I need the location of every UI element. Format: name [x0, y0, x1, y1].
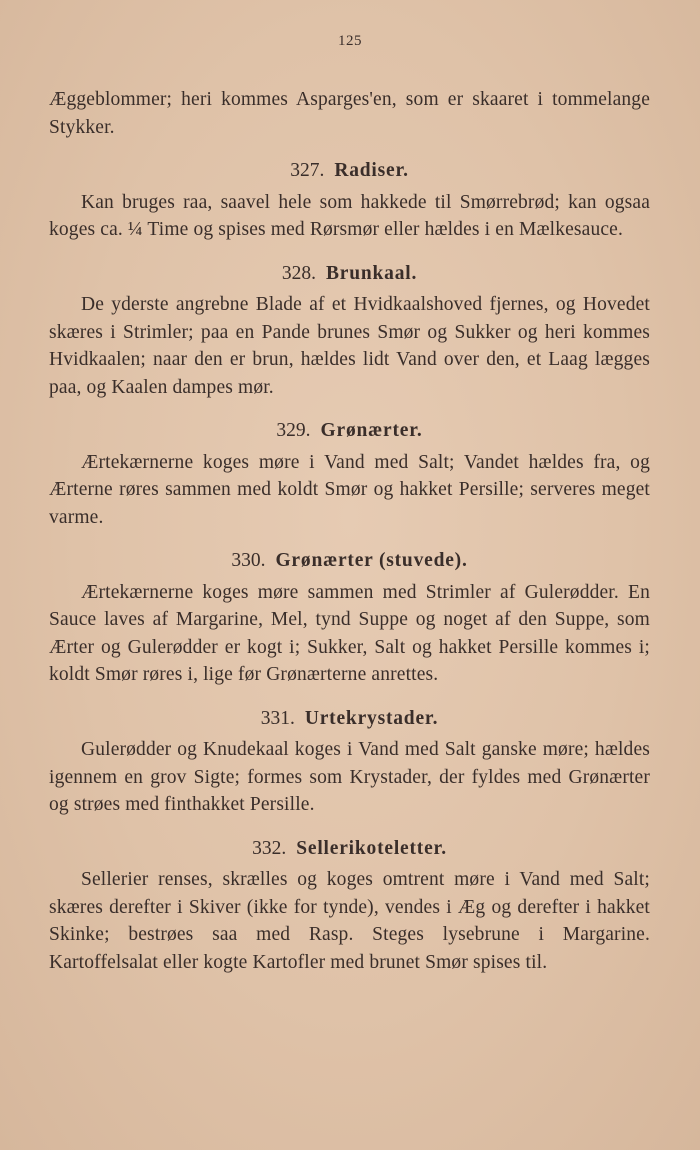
recipe-title: Urtekrystader.	[304, 707, 439, 729]
recipe-330	[49, 547, 650, 689]
recipe-328	[49, 260, 650, 402]
page-number: 125	[338, 33, 362, 49]
recipe-heading	[49, 157, 650, 185]
recipe-text: Gulerødder og Knudekaal koges i Vand med Salt ganske møre; hældes igennem en grov Sigte; formes som Krystader, der fyldes med Grønærter og strøes med finthakket Persille.	[49, 739, 650, 815]
recipe-heading	[49, 417, 650, 445]
recipe-title: Sellerikoteletter.	[296, 837, 447, 859]
recipe-text: Sellerier renses, skrælles og koges omtrent møre i Vand med Salt; skæres derefter i Skiver (ikke for tynde), vendes i Æg og derefter i hakket Skinke; bestrøes saa med Rasp. Steges lysebrune i Margarine. Kartoffelsalat eller kogte Kartofler med brunet Smør spises til.	[49, 869, 650, 973]
recipe-number: 328.	[281, 262, 316, 284]
recipe-title: Grønærter.	[320, 420, 423, 441]
recipe-text: Ærtekærnerne koges møre sammen med Strimler af Gulerødder. En Sauce laves af Margarine, Mel, tynd Suppe og noget af den Suppe, som Ærter og Gulerødder er kogt i; Sukker, Salt og hakket Persille kommes i; koldt Smør røres i, lige før Grønærterne anrettes.	[49, 581, 650, 685]
recipe-number: 327.	[290, 160, 325, 181]
recipe-331	[49, 705, 650, 819]
recipe-number: 331.	[260, 707, 295, 729]
recipe-329	[49, 417, 650, 531]
recipe-text: De yderste angrebne Blade af et Hvidkaalshoved fjernes, og Hovedet skæres i Strimler; paa en Pande brunes Smør og Sukker og heri kommes Hvidkaalen; naar den er brun, hældes lidt Vand over den, et Laag lægges paa, og Kaalen dampes mør.	[49, 294, 650, 398]
recipe-number: 332.	[252, 837, 287, 859]
recipe-text: Kan bruges raa, saavel hele som hakkede til Smørrebrød; kan ogsaa koges ca. ¼ Time og spises med Rørsmør eller hældes i en Mælkesauce.	[49, 191, 650, 240]
recipe-332	[49, 835, 650, 977]
recipe-title: Radiser.	[334, 160, 409, 181]
recipe-327	[49, 157, 650, 244]
recipe-number: 330.	[231, 550, 266, 571]
recipe-heading	[49, 835, 650, 863]
recipe-text: Ærtekærnerne koges møre i Vand med Salt; Vandet hældes fra, og Ærterne røres sammen med koldt Smør og hakket Persille; serveres meget varme.	[49, 451, 650, 528]
recipe-title: Grønærter (stuvede).	[275, 550, 468, 571]
recipe-title: Brunkaal.	[325, 262, 418, 284]
intro-paragraph: Æggeblommer; heri kommes Asparges'en, som er skaaret i tommelange Stykker.	[49, 89, 650, 138]
recipe-number: 329.	[276, 420, 311, 441]
page-content	[49, 86, 650, 976]
recipe-heading	[49, 260, 650, 288]
recipe-heading	[49, 547, 650, 575]
recipe-heading	[49, 705, 650, 733]
